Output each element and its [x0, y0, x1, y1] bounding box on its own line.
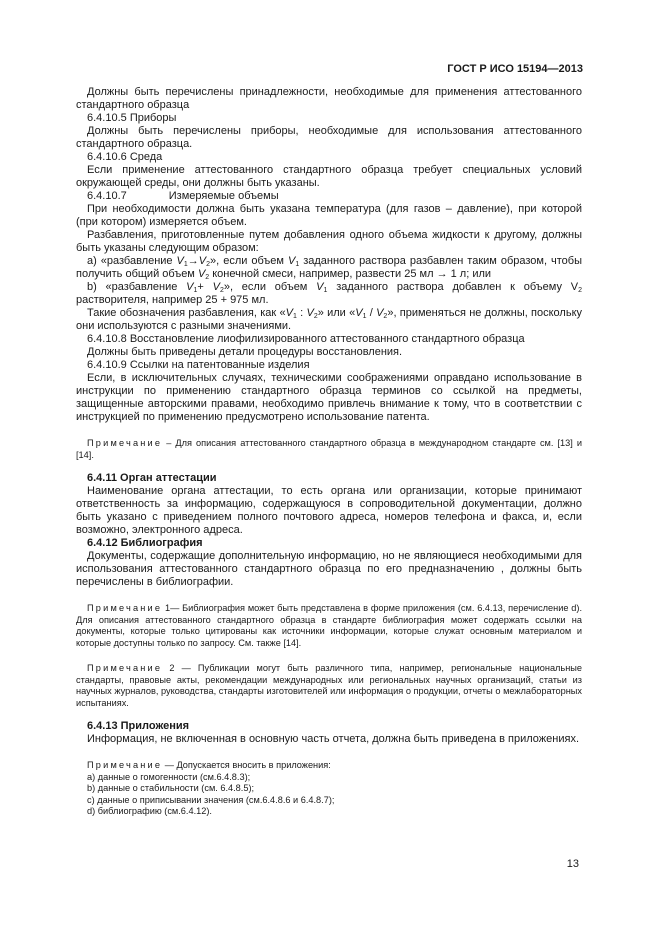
- plus-symbol: +: [197, 281, 213, 293]
- section-heading-annexes: 6.4.13 Приложения: [87, 720, 190, 732]
- subscript: 1: [183, 261, 188, 268]
- var: V: [316, 281, 324, 293]
- subscript: 1: [295, 261, 300, 268]
- subsection-heading: 6.4.10.8 Восстановление лиофилизированного аттестованного стандартного образца: [87, 333, 525, 345]
- dilution-item-a: [76, 255, 582, 281]
- text-run: а) «разбавление: [87, 255, 177, 267]
- text-run: заданного раствора добавлен к объему V: [327, 281, 579, 293]
- subscript: 2: [206, 261, 211, 268]
- list-item: а) данные о гомогенности (см.6.4.8.3);: [87, 771, 251, 782]
- list-item: b) данные о стабильности (см. 6.4.8.5);: [87, 783, 255, 793]
- subscript: 2: [205, 274, 210, 281]
- subscript: 1: [292, 313, 297, 320]
- list-item: d) библиографию (см.6.4.12).: [87, 806, 212, 816]
- document-body: [76, 86, 582, 818]
- text-run: Такие обозначения разбавления, как «: [87, 307, 286, 319]
- paragraph: Если применение аттестованного стандартного образца требует специальных условий окружающей среды, они должны быть указаны.: [76, 164, 582, 189]
- subscript: 2: [578, 287, 582, 294]
- paragraph: Если, в исключительных случаях, техническими соображениями оправдано использование в инструкции по применению стандартного образца терминов со ссылкой на предметы, защищенные авторскими правами, необходимо привлечь внимание к тому, что в соответствии с инструкцией по применению предусмотрено использование патента.: [76, 372, 582, 423]
- var: V: [285, 307, 293, 319]
- list-item: с) данные о приписывании значения (см.6.4.8.6 и 6.4.8.7);: [87, 794, 335, 805]
- paragraph: Информация, не включенная в основную часть отчета, должна быть приведена в приложениях.: [87, 733, 580, 745]
- subsection-number: 6.4.10.7: [87, 190, 127, 202]
- note-label: Примечание: [87, 603, 163, 613]
- text-run: заданного раствора разбавлен таким образом, чтобы получить общий объем: [76, 255, 582, 280]
- note: [76, 760, 582, 772]
- section-heading-certification-body: 6.4.11 Орган аттестации: [87, 472, 217, 484]
- paragraph: Разбавления, приготовленные путем добавления одного объема жидкости к другому, должны быть указаны следующим образом:: [76, 229, 582, 254]
- text-run: растворителя, например 25 + 975 мл.: [76, 294, 269, 306]
- text-run: », если объем: [223, 281, 317, 293]
- paragraph: [76, 307, 582, 333]
- note-label: Примечание: [87, 760, 163, 770]
- note: [76, 603, 582, 649]
- note-text: – Для описания аттестованного стандартного образца в международном стандарте см. [13] и [14].: [76, 438, 582, 460]
- subscript: 2: [313, 313, 318, 320]
- note-label: Примечание: [87, 438, 163, 448]
- subsection-heading: 6.4.10.9 Ссылки на патентованные изделия: [87, 359, 310, 371]
- subscript: 1: [362, 313, 367, 320]
- standard-header: ГОСТ Р ИСО 15194—2013: [447, 63, 583, 75]
- text-run: », если объем: [210, 255, 288, 267]
- var: V: [355, 307, 363, 319]
- subsection-heading: 6.4.10.6 Среда: [87, 151, 163, 163]
- subscript: 1: [193, 287, 198, 294]
- note-text: 2 — Публикации могут быть различного типа, например, региональные национальные стандарты, правовые акты, рекомендации международных или региональных научных организаций, статьи из научных журналов, руководства, стандарты изготовителей или информация о продукции, отчеты о межлабораторных испытаниях.: [76, 663, 582, 708]
- note: [76, 663, 582, 709]
- dilution-item-b: [76, 281, 582, 307]
- text-run: », применяться не должны, поскольку они используются с разными значениями.: [76, 307, 583, 332]
- var: V: [212, 281, 220, 293]
- var: V: [306, 307, 314, 319]
- paragraph: Должны быть приведены детали процедуры восстановления.: [87, 346, 403, 358]
- slash-symbol: /: [366, 307, 377, 319]
- paragraph: Должны быть перечислены приборы, необходимые для использования аттестованного стандартного образца.: [76, 125, 582, 150]
- var: V: [176, 255, 184, 267]
- subscript: 2: [219, 287, 224, 294]
- note-text: — Допускается вносить в приложения:: [162, 760, 331, 770]
- colon-symbol: :: [296, 307, 307, 319]
- paragraph: Наименование органа аттестации, то есть органа или организации, которые принимают ответственность за информацию, содержащуюся в сопроводительной документации, должно быть указано с приведением полного почтового адреса, номеров телефона и факса, и, если возможно, электронного адреса.: [76, 485, 582, 536]
- paragraph: Должны быть перечислены принадлежности, необходимые для применения аттестованного стандартного образца: [76, 86, 582, 111]
- page-number: 13: [566, 858, 579, 870]
- subscript: 2: [383, 313, 388, 320]
- text-run: » или «: [317, 307, 356, 319]
- paragraph: При необходимости должна быть указана температура (для газов – давление), при которой (при котором) измеряется объем.: [76, 203, 582, 228]
- subsection-title: Измеряемые объемы: [168, 190, 279, 202]
- text-run: конечной смеси, например, развести 25 мл → 1 л; или: [209, 268, 492, 280]
- arrow-symbol: →: [187, 255, 199, 267]
- var: V: [186, 281, 194, 293]
- var: V: [376, 307, 384, 319]
- section-heading-bibliography: 6.4.12 Библиография: [87, 537, 203, 549]
- note-label: Примечание: [87, 663, 163, 673]
- note: [76, 438, 582, 461]
- var: V: [287, 255, 296, 267]
- subsection-heading: [76, 190, 582, 203]
- var: V: [197, 268, 206, 280]
- subscript: 1: [323, 287, 328, 294]
- var: V: [198, 255, 207, 267]
- text-run: b) «разбавление: [87, 281, 187, 293]
- subsection-heading: 6.4.10.5 Приборы: [87, 112, 177, 124]
- paragraph: Документы, содержащие дополнительную информацию, но не являющиеся необходимыми для использования аттестованного стандартного образца по его предназначению , должны быть перечислены в библиографии.: [76, 550, 582, 588]
- note-text: 1— Библиография может быть представлена в форме приложения (см. 6.4.13, перечисление d). Для описания аттестованного стандартного образца в стандарте библиография может содержать ссылки на документы, которые только цитированы как источники информации, которые служат основным материалом и которые доступны только по запросу. См. также [14].: [76, 603, 582, 648]
